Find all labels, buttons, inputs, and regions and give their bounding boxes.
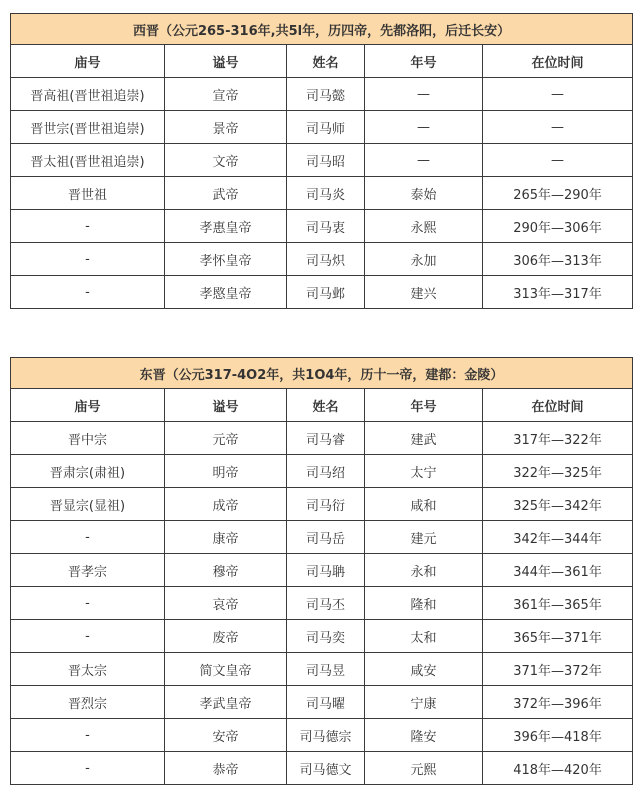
- reign-period-cell: 306年—313年: [483, 243, 633, 276]
- personal-name-cell: 司马师: [287, 111, 365, 144]
- table-row: [11, 455, 633, 488]
- posthumous-name-cell: 文帝: [165, 144, 287, 177]
- era-name-cell: 建兴: [365, 276, 483, 309]
- column-header: 年号: [365, 389, 483, 422]
- reign-period-cell: 344年—361年: [483, 554, 633, 587]
- reign-period-cell: 265年—290年: [483, 177, 633, 210]
- temple-name-cell: 晋中宗: [11, 422, 165, 455]
- personal-name-cell: 司马岳: [287, 521, 365, 554]
- western-jin-table: [10, 13, 633, 309]
- table-row: [11, 653, 633, 686]
- western-jin-title: 西晋（公元265-316年,共5l年，历四帝，先都洛阳，后迁长安）: [11, 14, 633, 45]
- reign-period-cell: 322年—325年: [483, 455, 633, 488]
- personal-name-cell: 司马衍: [287, 488, 365, 521]
- table-row: [11, 422, 633, 455]
- column-header: 谥号: [165, 45, 287, 78]
- posthumous-name-cell: 孝武皇帝: [165, 686, 287, 719]
- table-row: [11, 276, 633, 309]
- posthumous-name-cell: 孝愍皇帝: [165, 276, 287, 309]
- reign-period-cell: 372年—396年: [483, 686, 633, 719]
- era-name-cell: 泰始: [365, 177, 483, 210]
- table-row: [11, 177, 633, 210]
- personal-name-cell: 司马邺: [287, 276, 365, 309]
- era-name-cell: —: [365, 111, 483, 144]
- personal-name-cell: 司马德宗: [287, 719, 365, 752]
- personal-name-cell: 司马丕: [287, 587, 365, 620]
- table-row: [11, 620, 633, 653]
- posthumous-name-cell: 孝惠皇帝: [165, 210, 287, 243]
- temple-name-cell: -: [11, 210, 165, 243]
- temple-name-cell: 晋太祖(晋世祖追崇): [11, 144, 165, 177]
- posthumous-name-cell: 恭帝: [165, 752, 287, 785]
- temple-name-cell: -: [11, 243, 165, 276]
- personal-name-cell: 司马昱: [287, 653, 365, 686]
- personal-name-cell: 司马德文: [287, 752, 365, 785]
- table-row: [11, 686, 633, 719]
- temple-name-cell: 晋高祖(晋世祖追崇): [11, 78, 165, 111]
- temple-name-cell: 晋太宗: [11, 653, 165, 686]
- personal-name-cell: 司马曜: [287, 686, 365, 719]
- era-name-cell: 隆安: [365, 719, 483, 752]
- table-row: [11, 78, 633, 111]
- temple-name-cell: -: [11, 587, 165, 620]
- era-name-cell: 太宁: [365, 455, 483, 488]
- table-row: [11, 243, 633, 276]
- era-name-cell: 隆和: [365, 587, 483, 620]
- posthumous-name-cell: 成帝: [165, 488, 287, 521]
- reign-period-cell: 313年—317年: [483, 276, 633, 309]
- era-name-cell: 咸和: [365, 488, 483, 521]
- eastern-jin-table: [10, 357, 633, 785]
- table-row: [11, 210, 633, 243]
- reign-period-cell: 325年—342年: [483, 488, 633, 521]
- reign-period-cell: 361年—365年: [483, 587, 633, 620]
- posthumous-name-cell: 穆帝: [165, 554, 287, 587]
- column-header: 庙号: [11, 45, 165, 78]
- table-row: [11, 488, 633, 521]
- reign-period-cell: —: [483, 111, 633, 144]
- era-name-cell: 宁康: [365, 686, 483, 719]
- personal-name-cell: 司马炽: [287, 243, 365, 276]
- column-header: 庙号: [11, 389, 165, 422]
- temple-name-cell: -: [11, 620, 165, 653]
- posthumous-name-cell: 废帝: [165, 620, 287, 653]
- posthumous-name-cell: 景帝: [165, 111, 287, 144]
- reign-period-cell: 290年—306年: [483, 210, 633, 243]
- personal-name-cell: 司马绍: [287, 455, 365, 488]
- temple-name-cell: 晋世宗(晋世祖追崇): [11, 111, 165, 144]
- reign-period-cell: 371年—372年: [483, 653, 633, 686]
- table-row: [11, 144, 633, 177]
- column-header: 姓名: [287, 45, 365, 78]
- personal-name-cell: 司马睿: [287, 422, 365, 455]
- table-row: [11, 111, 633, 144]
- era-name-cell: 元熙: [365, 752, 483, 785]
- era-name-cell: —: [365, 78, 483, 111]
- table-row: [11, 554, 633, 587]
- posthumous-name-cell: 宣帝: [165, 78, 287, 111]
- posthumous-name-cell: 明帝: [165, 455, 287, 488]
- column-header: 在位时间: [483, 45, 633, 78]
- column-header: 谥号: [165, 389, 287, 422]
- era-name-cell: 建武: [365, 422, 483, 455]
- table-header-row: [11, 45, 633, 78]
- temple-name-cell: -: [11, 719, 165, 752]
- temple-name-cell: -: [11, 276, 165, 309]
- table-header-row: [11, 389, 633, 422]
- temple-name-cell: -: [11, 521, 165, 554]
- table-row: [11, 521, 633, 554]
- posthumous-name-cell: 孝怀皇帝: [165, 243, 287, 276]
- era-name-cell: 永熙: [365, 210, 483, 243]
- reign-period-cell: —: [483, 78, 633, 111]
- personal-name-cell: 司马奕: [287, 620, 365, 653]
- table-row: [11, 752, 633, 785]
- temple-name-cell: 晋显宗(显祖): [11, 488, 165, 521]
- column-header: 姓名: [287, 389, 365, 422]
- column-header: 在位时间: [483, 389, 633, 422]
- temple-name-cell: 晋肃宗(肃祖): [11, 455, 165, 488]
- era-name-cell: 建元: [365, 521, 483, 554]
- table-row: [11, 719, 633, 752]
- posthumous-name-cell: 康帝: [165, 521, 287, 554]
- temple-name-cell: 晋孝宗: [11, 554, 165, 587]
- table-row: [11, 587, 633, 620]
- reign-period-cell: 418年—420年: [483, 752, 633, 785]
- era-name-cell: 永加: [365, 243, 483, 276]
- personal-name-cell: 司马昭: [287, 144, 365, 177]
- posthumous-name-cell: 哀帝: [165, 587, 287, 620]
- era-name-cell: 咸安: [365, 653, 483, 686]
- reign-period-cell: 396年—418年: [483, 719, 633, 752]
- posthumous-name-cell: 元帝: [165, 422, 287, 455]
- reign-period-cell: 365年—371年: [483, 620, 633, 653]
- personal-name-cell: 司马炎: [287, 177, 365, 210]
- posthumous-name-cell: 安帝: [165, 719, 287, 752]
- temple-name-cell: 晋烈宗: [11, 686, 165, 719]
- personal-name-cell: 司马衷: [287, 210, 365, 243]
- reign-period-cell: 317年—322年: [483, 422, 633, 455]
- personal-name-cell: 司马聃: [287, 554, 365, 587]
- reign-period-cell: —: [483, 144, 633, 177]
- era-name-cell: 永和: [365, 554, 483, 587]
- temple-name-cell: -: [11, 752, 165, 785]
- temple-name-cell: 晋世祖: [11, 177, 165, 210]
- posthumous-name-cell: 简文皇帝: [165, 653, 287, 686]
- column-header: 年号: [365, 45, 483, 78]
- personal-name-cell: 司马懿: [287, 78, 365, 111]
- era-name-cell: 太和: [365, 620, 483, 653]
- eastern-jin-title: 东晋（公元317-4O2年，共1O4年，历十一帝，建都：金陵）: [11, 358, 633, 389]
- reign-period-cell: 342年—344年: [483, 521, 633, 554]
- posthumous-name-cell: 武帝: [165, 177, 287, 210]
- era-name-cell: —: [365, 144, 483, 177]
